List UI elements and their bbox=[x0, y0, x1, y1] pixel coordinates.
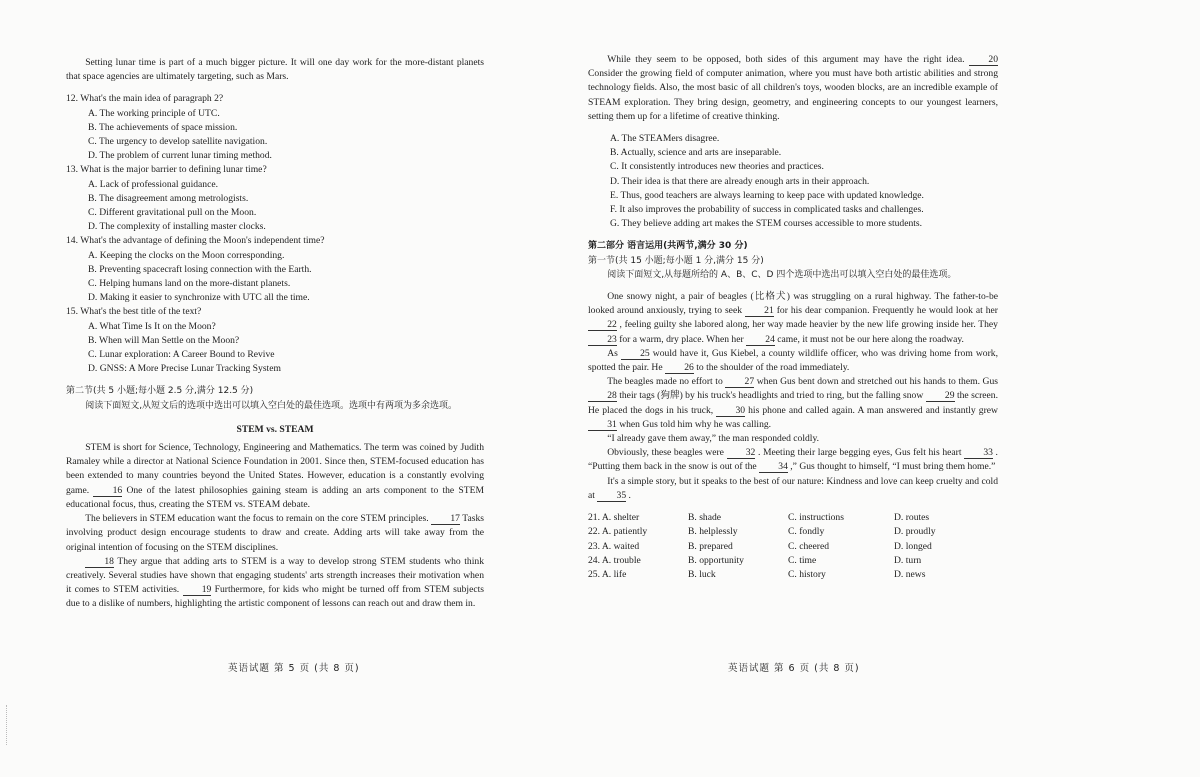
story-text: One snowy night, a pair of beagles (比格犬) was struggling on a rural highway. The father-to-be looked around anxiously, trying to seek bbox=[588, 291, 998, 317]
choice-option[interactable]: F. It also improves the probability of success in complicated tasks and challenges. bbox=[610, 204, 924, 216]
question-stem: 14. What's the advantage of defining the Moon's independent time? bbox=[66, 235, 325, 247]
cloze-option[interactable]: D. news bbox=[894, 568, 926, 580]
story-text: . bbox=[628, 489, 631, 501]
choice-option[interactable]: B. Actually, science and arts are inseparable. bbox=[610, 147, 782, 159]
story-text: came, it must not be our here along the roadway. bbox=[777, 333, 964, 345]
story-text: The beagles made no effort to bbox=[607, 376, 723, 388]
cloze-option[interactable]: D. turn bbox=[894, 554, 922, 566]
cloze-option[interactable]: D. proudly bbox=[894, 526, 936, 538]
passage-paragraph-4: While they seem to be opposed, both sides of this argument may have the right idea. 20 Consider the growing field of computer animation, where you must have both artistic abilities and strong technology fields. Also, the most basic of all children's toys, wooden blocks, are an incredible example of STEAM exploration. They bring design, geometry, and engineering concepts to our youngest learners, setting them up for a lifetime of creative thinking. bbox=[588, 54, 998, 122]
story-text: , feeling guilty she labored along, her way made heavier by the new life growing inside her. They bbox=[619, 319, 998, 331]
blank-35[interactable]: 35 bbox=[597, 490, 626, 502]
question-stem: 15. What's the best title of the text? bbox=[66, 306, 202, 318]
cloze-option[interactable]: B. opportunity bbox=[688, 554, 744, 566]
answer-option[interactable]: D. GNSS: A More Precise Lunar Tracking System bbox=[88, 363, 281, 375]
blank-18[interactable]: 18 bbox=[85, 556, 114, 568]
subsection-heading: 第一节(共 15 小题;每小题 1 分,满分 15 分) bbox=[588, 255, 764, 266]
story-text: would have it, Gus Kiebel, a county wildlife officer, who was driving home from work, spotted the pair. He bbox=[588, 347, 998, 374]
section-instructions: 阅读下面短文,从短文后的选项中选出可以填入空白处的最佳选项。选项中有两项为多余选项。 bbox=[85, 400, 458, 411]
cloze-option[interactable]: C. instructions bbox=[788, 512, 844, 524]
answer-option[interactable]: C. The urgency to develop satellite navigation. bbox=[88, 136, 268, 148]
story-text: “I already gave them away,” the man responded coldly. bbox=[607, 433, 820, 445]
story-text: when Gus told him why he was calling. bbox=[619, 418, 772, 430]
blank-26[interactable]: 26 bbox=[665, 362, 694, 374]
right-page bbox=[588, 53, 998, 582]
blank-25[interactable]: 25 bbox=[621, 348, 650, 360]
answer-option[interactable]: D. The complexity of installing master clocks. bbox=[88, 221, 266, 233]
passage-title: STEM vs. STEAM bbox=[236, 423, 314, 435]
cloze-option[interactable]: 23. A. waited bbox=[588, 540, 640, 552]
passage-paragraph-1: STEM is short for Science, Technology, Engineering and Mathematics. The term was coined by Judith Ramaley while a director at National Science Foundation in 2001. Since then, STEM-focused education has been extended to many countries beyond the United States. However, education is a constantly evolving game. 16 One of the latest philosophies gaining steam is adding an arts component to the STEM educational focus, thus, creating the STEM vs. STEAM debate. bbox=[66, 442, 484, 510]
blank-32[interactable]: 32 bbox=[727, 447, 756, 459]
cloze-option[interactable]: B. luck bbox=[688, 568, 716, 580]
story-text: for a warm, dry place. When her bbox=[619, 333, 744, 345]
page-footer-right: 英语试题 第 6 页 (共 8 页) bbox=[728, 663, 860, 674]
cloze-option[interactable]: 25. A. life bbox=[588, 568, 627, 580]
cloze-option[interactable]: B. prepared bbox=[688, 540, 733, 552]
cloze-option[interactable]: C. history bbox=[788, 568, 826, 580]
blank-28[interactable]: 28 bbox=[588, 390, 617, 402]
cloze-option[interactable]: 22. A. patiently bbox=[588, 526, 648, 538]
story-text: . “Putting them back in the snow is out of the bbox=[588, 447, 998, 473]
cloze-option[interactable]: D. routes bbox=[894, 512, 930, 524]
question-stem: 13. What is the major barrier to defining lunar time? bbox=[66, 164, 267, 176]
answer-option[interactable]: D. The problem of current lunar timing method. bbox=[88, 150, 272, 162]
answer-option[interactable]: B. The achievements of space mission. bbox=[88, 121, 238, 133]
scan-mark bbox=[6, 705, 9, 745]
story-text: It's a simple story, but it speaks to the best of our nature: Kindness and love can keep cruelty and cold at bbox=[588, 475, 998, 501]
question-list bbox=[66, 92, 484, 376]
choice-option[interactable]: G. They believe adding art makes the STEM courses accessible to more students. bbox=[610, 218, 923, 230]
story-paragraph bbox=[588, 432, 998, 446]
answer-option[interactable]: B. The disagreement among metrologists. bbox=[88, 192, 249, 204]
cloze-option[interactable]: C. fondly bbox=[788, 526, 825, 538]
story-paragraph bbox=[588, 290, 998, 347]
answer-option[interactable]: B. Preventing spacecraft losing connection with the Earth. bbox=[88, 263, 312, 275]
answer-option[interactable]: A. The working principle of UTC. bbox=[88, 107, 220, 119]
answer-option[interactable]: A. What Time Is It on the Moon? bbox=[88, 320, 216, 332]
answer-option[interactable]: A. Lack of professional guidance. bbox=[88, 178, 219, 190]
passage-paragraph-3: 18 They argue that adding arts to STEM is a way to develop strong STEM students who think creatively. Several studies have shown that engaging students' arts strength increases their motivation when it comes to STEM activities. 19 Furthermore, for kids who might be turned off from STEM subjects due to a dislike of numbers, highlighting the artistic component of lessons can reach out and draw them in. bbox=[66, 555, 484, 610]
cloze-passage bbox=[588, 290, 998, 503]
answer-option[interactable]: D. Making it easier to synchronize with UTC all the time. bbox=[88, 292, 310, 304]
story-text: to the shoulder of the road immediately. bbox=[696, 362, 850, 374]
blank-29[interactable]: 29 bbox=[926, 390, 955, 402]
answer-option[interactable]: A. Keeping the clocks on the Moon corresponding. bbox=[88, 249, 285, 261]
story-paragraph bbox=[588, 475, 998, 503]
story-text: the screen. He placed the dogs in his truck, bbox=[588, 390, 998, 416]
story-text: when Gus bent down and stretched out his hands to them. Gus bbox=[756, 376, 999, 388]
story-text: As bbox=[607, 347, 618, 359]
story-text: Obviously, these beagles were bbox=[607, 447, 724, 459]
blank-20[interactable]: 20 bbox=[969, 54, 998, 66]
choice-option[interactable]: D. Their idea is that there are already enough arts in their approach. bbox=[610, 175, 870, 187]
answer-option[interactable]: C. Helping humans land on the more-distant planets. bbox=[88, 278, 291, 290]
passage-paragraph-2: The believers in STEM education want the focus to remain on the core STEM principles. 17 Tasks involving product design encourage students to draw and create. Adding arts will take away from the original intention of focusing on the STEM disciplines. bbox=[66, 513, 484, 553]
blank-27[interactable]: 27 bbox=[725, 376, 754, 388]
blank-17[interactable]: 17 bbox=[431, 513, 460, 525]
cloze-option[interactable]: C. cheered bbox=[788, 540, 830, 552]
blank-33[interactable]: 33 bbox=[964, 447, 993, 459]
blank-34[interactable]: 34 bbox=[759, 461, 788, 473]
choice-option[interactable]: E. Thus, good teachers are always learning to keep pace with updated knowledge. bbox=[610, 189, 924, 201]
story-text: for his dear companion. Frequently he would look at her bbox=[776, 305, 998, 317]
story-paragraph bbox=[588, 446, 998, 474]
answer-option[interactable]: C. Different gravitational pull on the Moon. bbox=[88, 207, 257, 219]
story-text: their tags (狗牌) by his truck's headlights and tried to ring, but the falling snow bbox=[619, 390, 924, 402]
cloze-option[interactable]: 24. A. trouble bbox=[588, 554, 641, 566]
choice-option[interactable]: A. The STEAMers disagree. bbox=[610, 133, 720, 145]
intro-paragraph: Setting lunar time is part of a much bigger picture. It will one day work for the more-distant planets that space agencies are ultimately targeting, such as Mars. bbox=[66, 57, 484, 83]
choice-option[interactable]: C. It consistently introduces new theories and practices. bbox=[610, 161, 824, 173]
story-paragraph bbox=[588, 347, 998, 375]
story-text: ,” Gus thought to himself, “I must bring them home.” bbox=[790, 461, 996, 473]
cloze-options bbox=[588, 511, 998, 582]
cloze-option[interactable]: B. shade bbox=[688, 512, 722, 524]
blank-21[interactable]: 21 bbox=[745, 305, 774, 317]
subsection-instructions: 阅读下面短文,从每题所给的 A、B、C、D 四个选项中选出可以填入空白处的最佳选项。 bbox=[607, 269, 957, 280]
cloze-option[interactable]: D. longed bbox=[894, 540, 932, 552]
blank-31[interactable]: 31 bbox=[588, 419, 617, 431]
cloze-option[interactable]: C. time bbox=[788, 554, 817, 566]
question-stem: 12. What's the main idea of paragraph 2? bbox=[66, 93, 224, 105]
blank-22[interactable]: 22 bbox=[588, 319, 617, 331]
story-text: . Meeting their large begging eyes, Gus felt his heart bbox=[757, 447, 962, 459]
answer-option[interactable]: C. Lunar exploration: A Career Bound to Revive bbox=[88, 349, 275, 361]
option-list bbox=[588, 132, 998, 231]
page-footer-left: 英语试题 第 5 页 (共 8 页) bbox=[228, 663, 360, 674]
blank-24[interactable]: 24 bbox=[746, 334, 775, 346]
story-text: his phone and called again. A man answered and instantly grew bbox=[748, 404, 998, 416]
answer-option[interactable]: B. When will Man Settle on the Moon? bbox=[88, 334, 240, 346]
blank-30[interactable]: 30 bbox=[716, 405, 745, 417]
blank-19[interactable]: 19 bbox=[183, 584, 212, 596]
section-heading: 第二节(共 5 小题;每小题 2.5 分,满分 12.5 分) bbox=[66, 386, 254, 397]
blank-23[interactable]: 23 bbox=[588, 334, 617, 346]
story-paragraph bbox=[588, 375, 998, 432]
cloze-option[interactable]: B. helplessly bbox=[688, 526, 738, 538]
left-page bbox=[66, 56, 484, 612]
blank-16[interactable]: 16 bbox=[93, 485, 122, 497]
cloze-option[interactable]: 21. A. shelter bbox=[588, 512, 640, 524]
part-heading: 第二部分 语言运用(共两节,满分 30 分) bbox=[588, 241, 748, 252]
